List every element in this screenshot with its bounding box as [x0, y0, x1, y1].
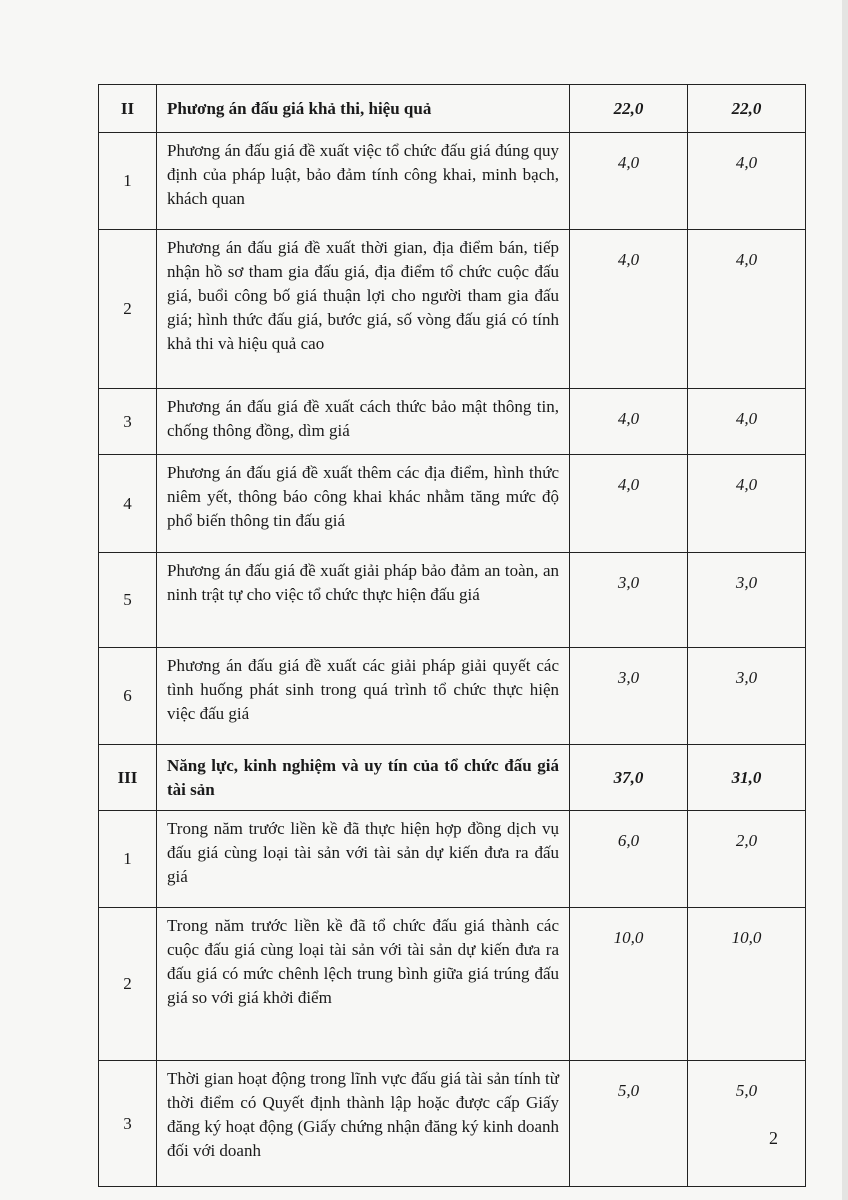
row-number: 1 — [99, 133, 157, 230]
row-description: Phương án đấu giá đề xuất thời gian, địa điểm bán, tiếp nhận hồ sơ tham gia đấu giá, địa điểm tổ chức cuộc đấu giá, buổi công bố giá thuận lợi cho người tham gia đấu giá; hình thức đấu giá, bước giá, số vòng đấu giá có tính khả thi và hiệu quả cao — [157, 230, 570, 389]
row-max-score: 6,0 — [570, 811, 688, 908]
row-score: 3,0 — [688, 553, 806, 648]
row-number: 4 — [99, 455, 157, 553]
row-score: 4,0 — [688, 455, 806, 553]
row-max-score: 37,0 — [570, 745, 688, 811]
row-number: 1 — [99, 811, 157, 908]
row-max-score: 4,0 — [570, 389, 688, 455]
row-max-score: 22,0 — [570, 85, 688, 133]
row-score: 4,0 — [688, 389, 806, 455]
table-row — [99, 908, 806, 1061]
row-description: Phương án đấu giá khả thi, hiệu quả — [157, 85, 570, 133]
row-number: 6 — [99, 648, 157, 745]
row-max-score: 3,0 — [570, 553, 688, 648]
row-description: Phương án đấu giá đề xuất các giải pháp giải quyết các tình huống phát sinh trong quá trình tổ chức thực hiện việc đấu giá — [157, 648, 570, 745]
row-number: II — [99, 85, 157, 133]
row-description: Năng lực, kinh nghiệm và uy tín của tổ chức đấu giá tài sản — [157, 745, 570, 811]
row-number: 2 — [99, 230, 157, 389]
row-score: 4,0 — [688, 230, 806, 389]
row-score: 4,0 — [688, 133, 806, 230]
table-row — [99, 389, 806, 455]
row-max-score: 4,0 — [570, 230, 688, 389]
row-number: 2 — [99, 908, 157, 1061]
row-score: 2,0 — [688, 811, 806, 908]
row-max-score: 3,0 — [570, 648, 688, 745]
table-row — [99, 648, 806, 745]
criteria-table — [98, 84, 806, 1187]
row-max-score: 4,0 — [570, 455, 688, 553]
row-score: 10,0 — [688, 908, 806, 1061]
row-description: Trong năm trước liền kề đã tổ chức đấu giá thành các cuộc đấu giá cùng loại tài sản với tài sản dự kiến đưa ra đấu giá có mức chênh lệch trung bình giữa giá trúng đấu giá so với giá khởi điểm — [157, 908, 570, 1061]
row-number: 3 — [99, 1061, 157, 1187]
row-description: Phương án đấu giá đề xuất giải pháp bảo đảm an toàn, an ninh trật tự cho việc tổ chức thực hiện đấu giá — [157, 553, 570, 648]
table-row-section — [99, 85, 806, 133]
table-row — [99, 553, 806, 648]
row-description: Phương án đấu giá đề xuất việc tổ chức đấu giá đúng quy định của pháp luật, bảo đảm tính công khai, minh bạch, khách quan — [157, 133, 570, 230]
row-description: Thời gian hoạt động trong lĩnh vực đấu giá tài sản tính từ thời điểm có Quyết định thành lập hoặc được cấp Giấy đăng ký hoạt động (Giấy chứng nhận đăng ký kinh doanh đối với doanh — [157, 1061, 570, 1187]
row-score: 5,0 — [688, 1061, 806, 1187]
row-description: Phương án đấu giá đề xuất cách thức bảo mật thông tin, chống thông đồng, dìm giá — [157, 389, 570, 455]
row-description: Phương án đấu giá đề xuất thêm các địa điểm, hình thức niêm yết, thông báo công khai khác nhằm tăng mức độ phổ biến thông tin đấu giá — [157, 455, 570, 553]
row-max-score: 4,0 — [570, 133, 688, 230]
row-number: 5 — [99, 553, 157, 648]
table-row — [99, 455, 806, 553]
table-row — [99, 1061, 806, 1187]
row-score: 3,0 — [688, 648, 806, 745]
table-row — [99, 133, 806, 230]
row-max-score: 5,0 — [570, 1061, 688, 1187]
row-number: III — [99, 745, 157, 811]
table-row — [99, 230, 806, 389]
page-number: 2 — [769, 1128, 778, 1148]
row-score: 22,0 — [688, 85, 806, 133]
row-max-score: 10,0 — [570, 908, 688, 1061]
row-score: 31,0 — [688, 745, 806, 811]
table-row-section — [99, 745, 806, 811]
row-description: Trong năm trước liền kề đã thực hiện hợp đồng dịch vụ đấu giá cùng loại tài sản với tài sản dự kiến đưa ra đấu giá — [157, 811, 570, 908]
row-number: 3 — [99, 389, 157, 455]
table-row — [99, 811, 806, 908]
